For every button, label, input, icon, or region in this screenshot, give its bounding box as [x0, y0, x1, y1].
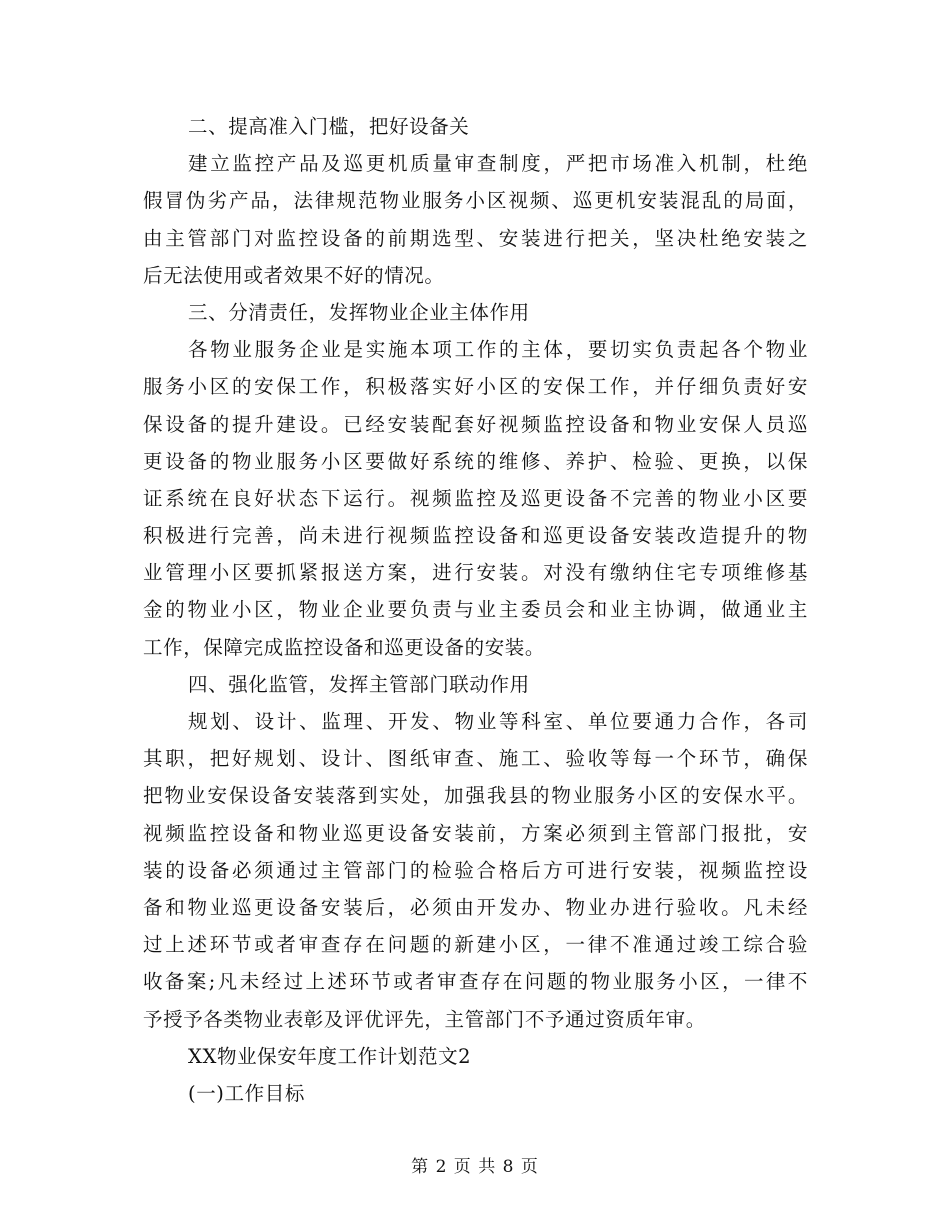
text-line: 其职，把好规划、设计、图纸审查、施工、验收等每一个环节，确保	[143, 747, 808, 771]
text-line: 各物业服务企业是实施本项工作的主体，要切实负责起各个物业	[188, 338, 808, 362]
text-line: 保设备的提升建设。已经安装配套好视频监控设备和物业安保人员巡	[143, 412, 808, 436]
text-line: 工作，保障完成监控设备和巡更设备的安装。	[143, 635, 546, 659]
text-line: 积极进行完善，尚未进行视频监控设备和巡更设备安装改造提升的物	[143, 524, 808, 548]
text-line: 假冒伪劣产品，法律规范物业服务小区视频、巡更机安装混乱的局面，	[143, 189, 808, 213]
text-line: 后无法使用或者效果不好的情况。	[143, 263, 445, 287]
text-line: 过上述环节或者审查存在问题的新建小区，一律不准通过竣工综合验	[143, 933, 808, 957]
text-line: 三、分清责任，发挥物业企业主体作用	[188, 300, 530, 324]
text-line: 更设备的物业服务小区要做好系统的维修、养护、检验、更换，以保	[143, 449, 808, 473]
text-line: 服务小区的安保工作，积极落实好小区的安保工作，并仔细负责好安	[143, 375, 808, 399]
text-line: 金的物业小区，物业企业要负责与业主委员会和业主协调，做通业主	[143, 598, 808, 622]
text-line: 四、强化监管，发挥主管部门联动作用	[188, 672, 530, 696]
text-line: 规划、设计、监理、开发、物业等科室、单位要通力合作，各司	[188, 710, 808, 733]
text-line: 收备案;凡未经过上述环节或者审查存在问题的物业服务小区，一律不	[143, 970, 808, 994]
text-line: 予授予各类物业表彰及评优评先，主管部门不予通过资质年审。	[143, 1007, 706, 1031]
text-line: 由主管部门对监控设备的前期选型、安装进行把关，坚决杜绝安装之	[143, 226, 808, 250]
text-line: (一)工作目标	[188, 1081, 305, 1105]
text-line: 把物业安保设备安装落到实处，加强我县的物业服务小区的安保水平。	[143, 784, 808, 808]
page-footer: 第 2 页 共 8 页	[411, 1157, 539, 1177]
text-line: 二、提高准入门槛，把好设备关	[188, 115, 470, 138]
text-line: XX物业保安年度工作计划范文2	[188, 1044, 472, 1068]
text-line: 证系统在良好状态下运行。视频监控及巡更设备不完善的物业小区要	[143, 486, 808, 510]
document-body	[143, 108, 808, 1112]
text-line: 视频监控设备和物业巡更设备安装前，方案必须到主管部门报批，安	[143, 821, 808, 845]
text-line: 备和物业巡更设备安装后，必须由开发办、物业办进行验收。凡未经	[143, 895, 808, 919]
text-line: 装的设备必须通过主管部门的检验合格后方可进行安装，视频监控设	[143, 858, 808, 882]
text-line: 业管理小区要抓紧报送方案，进行安装。对没有缴纳住宅专项维修基	[143, 561, 808, 585]
text-line: 建立监控产品及巡更机质量审查制度，严把市场准入机制，杜绝	[188, 152, 808, 176]
